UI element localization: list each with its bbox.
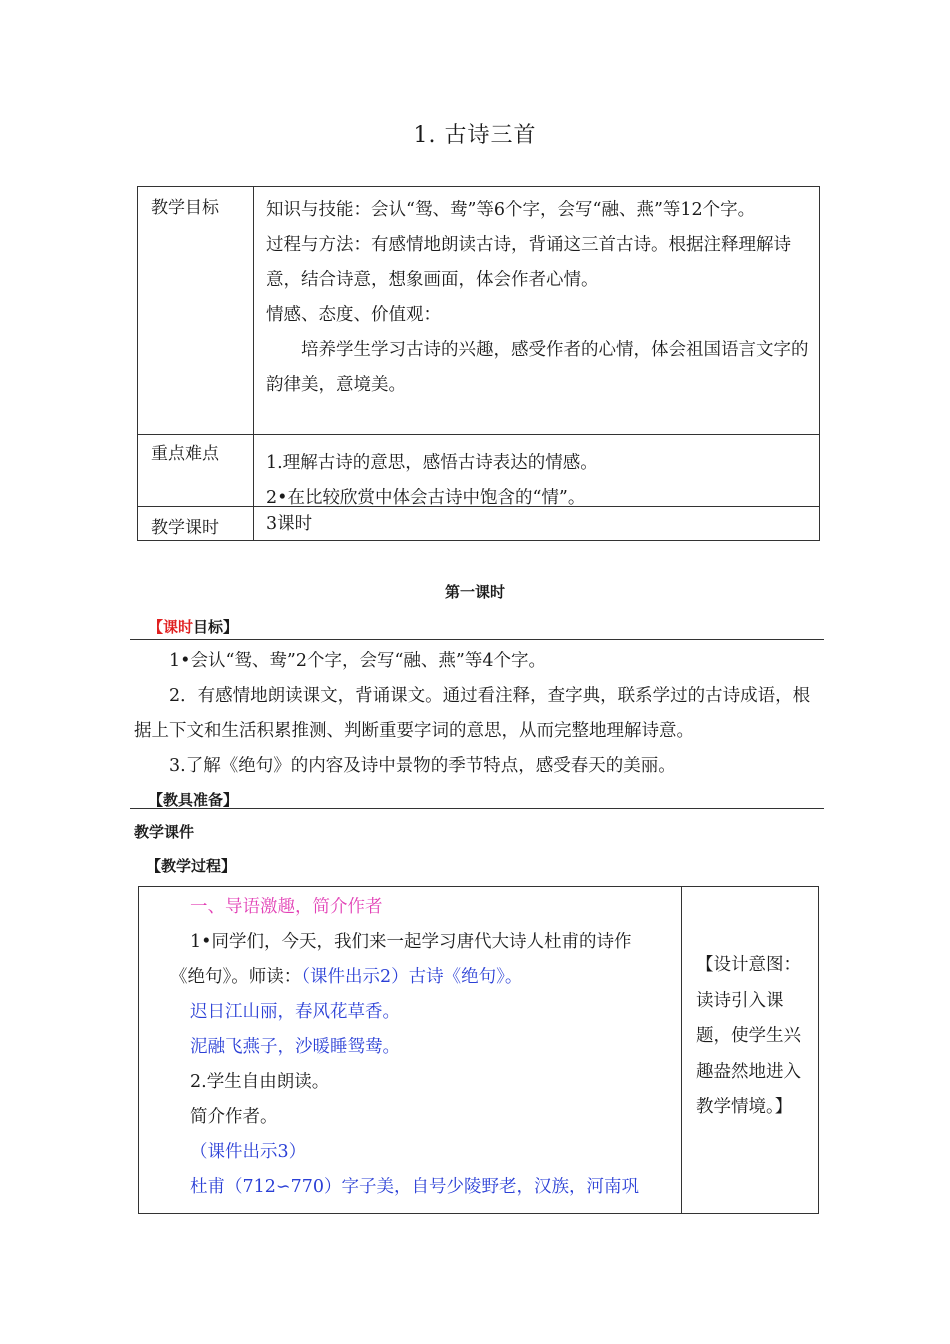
section-divider (130, 639, 824, 640)
goal-knowledge: 知识与技能：会认“鸳、鸯”等6个字，会写“融、燕”等12个字。 (266, 200, 756, 220)
row-header-teaching-goals: 教学目标 (138, 187, 254, 434)
class-hours-value: 3课时 (266, 514, 313, 534)
key-point-2: 2•在比较欣赏中体会古诗中饱含的“情”。 (266, 488, 586, 508)
lesson-goals-label (148, 616, 238, 637)
materials-content: 教学课件 (134, 823, 195, 841)
lesson-heading: 第一课时 (444, 583, 505, 601)
goal-emotion: 培养学生学习古诗的兴趣，感受作者的心情，体会祖国语言文字的韵律美，意境美。 (266, 340, 809, 395)
process-table (138, 886, 819, 1214)
poem-line: 泥融飞燕子，沙暖睡鸳鸯。 (190, 1037, 400, 1057)
materials-label: 【教具准备】 (148, 791, 239, 809)
step-title: 一、导语激趣，简介作者 (190, 897, 383, 917)
goal-emotion-label: 情感、态度、价值观： (266, 305, 441, 325)
process-main-cell (139, 887, 682, 1213)
goal-process: 过程与方法：有感情地朗读古诗，背诵这三首古诗。根据注释理解诗意，结合诗意，想象画面，体会作者心情。 (266, 235, 791, 290)
lesson-goal-item: 3.了解《绝句》的内容及诗中景物的季节特点，感受春天的美丽。 (169, 756, 676, 776)
row-content-key-points (254, 435, 819, 506)
lesson-goal-item: 1•会认“鸳、鸯”2个字，会写“融、燕”等4个字。 (169, 651, 547, 671)
table-row (138, 187, 819, 434)
section-divider (130, 808, 824, 809)
process-label: 【教学过程】 (146, 857, 237, 875)
page-title: 1. 古诗三首 (413, 123, 537, 148)
table-row (138, 506, 819, 540)
intro-line: 1•同学们，今天，我们来一起学习唐代大诗人杜甫的诗作 (190, 932, 632, 952)
lesson-goal-item: 2．有感情地朗读课文，背诵课文。通过看注释，查字典，联系学过的古诗成语，根据上下文和生活积累推测、判断重要字词的意思，从而完整地理解诗意。 (134, 686, 811, 741)
author-bio: 杜甫（712∽770）字子美，自号少陵野老，汉族，河南巩 (190, 1177, 639, 1197)
poem-line: 迟日江山丽，春风花草香。 (190, 1002, 400, 1022)
key-point-1: 1.理解古诗的意思，感悟古诗表达的情感。 (266, 453, 598, 473)
lesson-goals-list (134, 644, 824, 784)
intro-line-text: 《绝句》。师读： (170, 967, 302, 987)
design-note: 【设计意图：读诗引入课题，使学生兴趣盎然地进入教学情境。】 (696, 955, 801, 1117)
courseware-ref: （课件出示3） (190, 1142, 307, 1162)
lesson-goals-label-red: 【课时 (148, 618, 194, 636)
objectives-table (137, 186, 820, 541)
courseware-ref: （课件出示2）古诗《绝句》。 (301, 967, 523, 987)
lesson-goals-label-rest: 目标】 (193, 618, 239, 636)
row-content-class-hours (254, 507, 819, 540)
row-header-key-points: 重点难点 (138, 435, 254, 506)
read-line: 2.学生自由朗读。 (190, 1072, 330, 1092)
row-header-class-hours: 教学课时 (138, 507, 254, 540)
row-content-teaching-goals (254, 187, 819, 434)
author-line: 简介作者。 (190, 1107, 278, 1127)
intro-line (170, 960, 681, 995)
table-row (138, 434, 819, 506)
